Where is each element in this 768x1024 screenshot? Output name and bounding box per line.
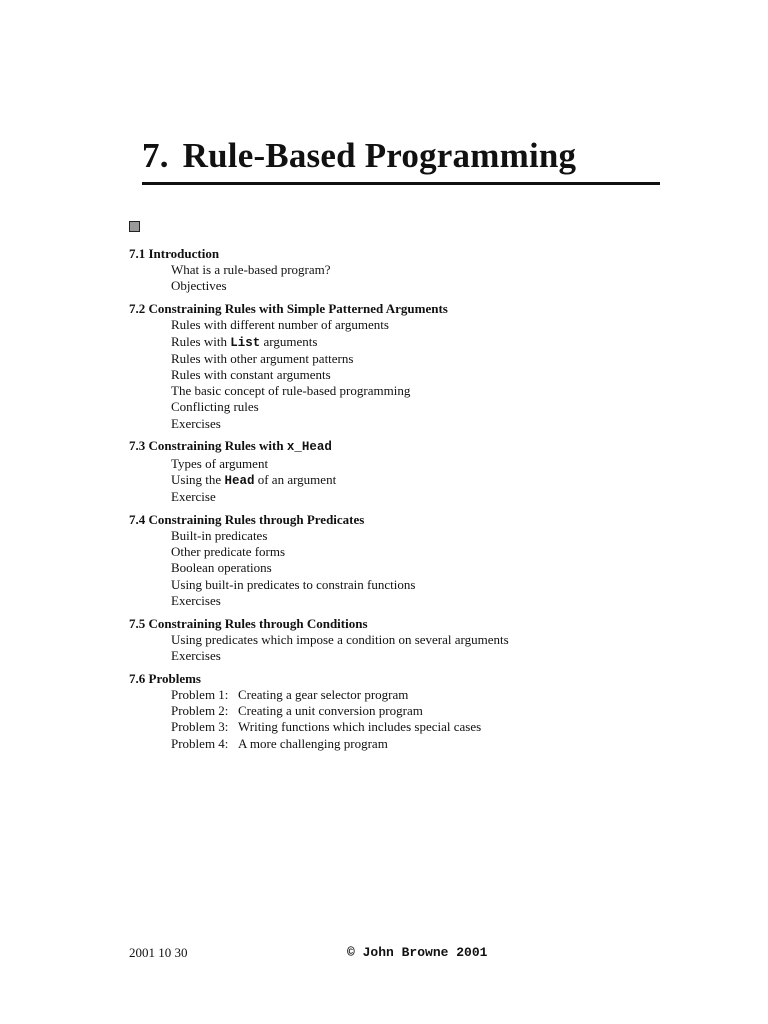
problem-label: Problem 4: (171, 735, 229, 751)
section-7-6 (129, 671, 509, 752)
code-term: List (230, 335, 261, 350)
list-item: Exercises (171, 415, 221, 431)
problem-item (129, 719, 509, 735)
problem-text: Writing functions which includes special cases (238, 719, 482, 735)
code-term: x_Head (286, 440, 332, 455)
problem-label: Problem 2: (171, 703, 229, 719)
section-7-2 (129, 301, 509, 432)
list-item-text: arguments (260, 333, 318, 349)
footer-date: 2001 10 30 (129, 945, 188, 960)
section-heading (129, 438, 509, 455)
chapter-title (142, 136, 576, 176)
chapter-number: 7. (142, 136, 169, 175)
list-item: Exercise (171, 489, 216, 505)
problem-text: Creating a unit conversion program (238, 703, 423, 719)
list-item: Types of argument (171, 455, 269, 471)
list-item-text: Rules with (171, 333, 231, 349)
section-heading: 7.2 Constraining Rules with Simple Patterned Arguments (129, 301, 448, 317)
list-item: Exercises (171, 592, 221, 608)
section-7-4 (129, 512, 509, 609)
list-item: Conflicting rules (171, 399, 259, 415)
section-heading-text: 7.3 Constraining Rules with (129, 438, 287, 454)
footer-copyright: © John Browne 2001 (347, 945, 488, 960)
section-heading: 7.4 Constraining Rules through Predicates (129, 511, 365, 527)
section-heading: 7.1 Introduction (129, 246, 220, 261)
chapter-title-text: Rule-Based Programming (182, 136, 577, 175)
title-rule (142, 182, 660, 185)
section-7-3 (129, 438, 509, 505)
problem-item (129, 687, 509, 703)
list-item: Built-in predicates (171, 528, 268, 544)
problem-label: Problem 3: (171, 719, 229, 735)
list-item: Exercises (171, 648, 221, 664)
problem-item (129, 703, 509, 719)
list-item (129, 334, 509, 351)
section-7-1 (129, 246, 509, 295)
section-7-5 (129, 616, 509, 665)
problem-label: Problem 1: (171, 687, 229, 703)
code-term: Head (224, 473, 255, 488)
list-item: Rules with constant arguments (171, 367, 331, 383)
list-item: Rules with different number of arguments (171, 317, 389, 333)
table-of-contents (129, 246, 509, 758)
list-item: Objectives (171, 278, 227, 294)
list-item-text: Using the (171, 471, 225, 487)
list-item: Using predicates which impose a condition on several arguments (171, 631, 509, 647)
list-item: Rules with other argument patterns (171, 350, 354, 366)
list-item: The basic concept of rule-based programming (171, 383, 411, 399)
problem-text: Creating a gear selector program (238, 687, 409, 703)
list-item: What is a rule-based program? (171, 262, 331, 278)
section-heading: 7.5 Constraining Rules through Conditions (129, 615, 368, 631)
list-item-text: of an argument (254, 471, 337, 487)
section-heading: 7.6 Problems (129, 670, 201, 686)
list-item: Other predicate forms (171, 544, 286, 560)
problem-text: A more challenging program (238, 735, 388, 751)
list-item: Using built-in predicates to constrain functions (171, 576, 416, 592)
list-item: Boolean operations (171, 560, 272, 576)
problem-item (129, 736, 509, 752)
square-bullet-icon (129, 221, 140, 232)
list-item (129, 472, 509, 489)
